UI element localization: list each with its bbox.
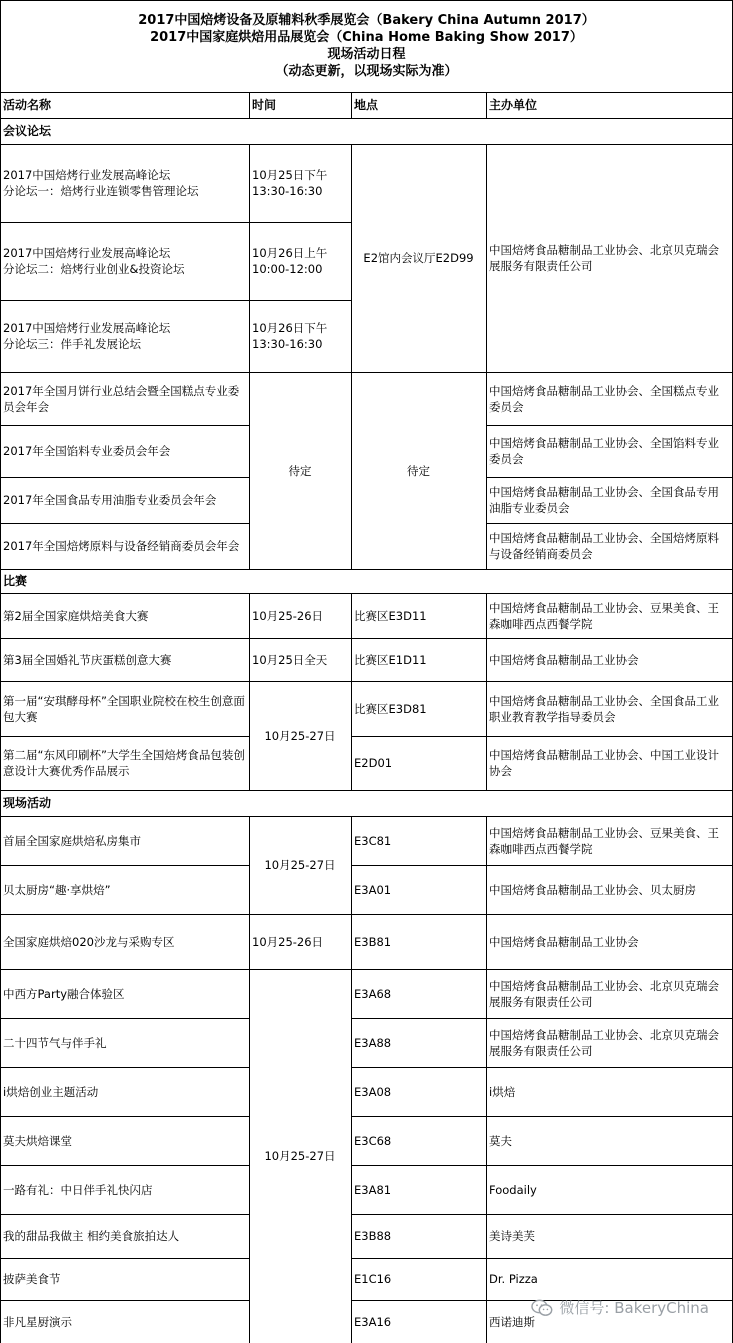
grid-line-h [351, 1258, 733, 1259]
activity-time: 10月26日下午 13:30-16:30 [252, 321, 328, 351]
grid-line-h [351, 1018, 733, 1019]
header-place: 地点 [354, 98, 379, 112]
onsite-time-b: 10月25-27日 [264, 1149, 336, 1163]
activity-organizer: Foodaily [489, 1182, 537, 1197]
grid-line-v [249, 144, 250, 372]
grid-line-h [351, 1214, 733, 1215]
grid-line-v [486, 372, 487, 569]
grid-line-h [351, 1067, 733, 1068]
activity-place: E3A16 [354, 1314, 392, 1329]
activity-name: 二十四节气与伴手礼 [3, 1035, 107, 1050]
grid-line-h [0, 425, 249, 426]
forum-organizer: 中国焙烤食品糖制品工业协会、北京贝克瑞会展服务有限责任公司 [489, 243, 719, 273]
activity-time: 10月26日上午 10:00-12:00 [252, 246, 328, 276]
watermark [531, 1297, 709, 1318]
activity-place: E3A01 [354, 882, 392, 897]
activity-name: 2017年全国馅料专业委员会年会 [3, 444, 171, 458]
activity-name: 第2届全国家庭烘焙美食大赛 [3, 608, 149, 623]
activity-place: E3B88 [354, 1229, 392, 1243]
grid-line-v [351, 593, 352, 790]
grid-line-h [0, 816, 733, 817]
activity-organizer: 中国焙烤食品糖制品工业协会、豆果美食、王森咖啡西点西餐学院 [489, 825, 719, 856]
activity-place: E3C81 [354, 833, 392, 848]
activity-place: 比赛区E3D81 [354, 701, 427, 716]
activity-place: E3B81 [354, 934, 392, 949]
onsite-time-a: 10月25-27日 [264, 858, 336, 872]
grid-line-v [486, 92, 487, 118]
activity-organizer: 中国焙烤食品糖制品工业协会、全国焙烤原料与设备经销商委员会 [489, 531, 719, 561]
activity-organizer: i烘焙 [489, 1084, 516, 1099]
activity-place: E3A81 [354, 1182, 392, 1197]
activity-organizer: Dr. Pizza [489, 1272, 538, 1286]
contest-time: 10月25-27日 [264, 728, 336, 743]
grid-line-h [0, 1067, 249, 1068]
activity-name: 2017中国焙烤行业发展高峰论坛 分论坛二：焙烤行业创业&投资论坛 [3, 246, 185, 276]
grid-line-h [0, 1018, 249, 1019]
grid-line-h [0, 92, 733, 93]
grid-line-h [0, 1300, 249, 1301]
activity-place: E3A68 [354, 986, 392, 1001]
grid-line-h [0, 914, 733, 915]
activity-name: 首届全国家庭烘焙私房集市 [3, 833, 141, 848]
grid-line-v [351, 92, 352, 118]
activity-place: E3A88 [354, 1035, 392, 1050]
activity-name: 贝太厨房“趣·享烘焙” [3, 882, 111, 897]
activity-organizer: 西诺迪斯 [489, 1314, 535, 1329]
activity-name: 第二届“东风印刷杯”大学生全国焙烤食品包装创意设计大赛优秀作品展示 [3, 748, 245, 778]
activity-name: 2017年全国月饼行业总结会暨全国糕点专业委员会年会 [3, 383, 240, 414]
grid-line-v [351, 372, 352, 569]
grid-line-h [0, 969, 733, 970]
grid-line-h [0, 1258, 249, 1259]
grid-line-h [0, 681, 733, 682]
activity-organizer: 中国焙烤食品糖制品工业协会、豆果美食、王森咖啡西点西餐学院 [489, 600, 719, 631]
activity-organizer: 中国焙烤食品糖制品工业协会、贝太厨房 [489, 882, 696, 897]
grid-line-h [351, 1165, 733, 1166]
activity-name: 2017中国焙烤行业发展高峰论坛 分论坛一：焙烤行业连锁零售管理论坛 [3, 168, 199, 198]
annual-time: 待定 [288, 463, 312, 478]
grid-line-v [249, 593, 250, 790]
table-title [0, 0, 733, 92]
title-line-4: （动态更新，以现场实际为准） [275, 64, 458, 79]
section-onsite: 现场活动 [3, 796, 52, 810]
activity-organizer: 中国焙烤食品糖制品工业协会、北京贝克瑞会展服务有限责任公司 [489, 1027, 719, 1058]
grid-line-h [0, 638, 733, 639]
title-line-2: 2017中国家庭烘焙用品展览会（China Home Baking Show 2017） [150, 30, 583, 45]
activity-name: i烘焙创业主题活动 [3, 1084, 99, 1099]
activity-name: 2017中国焙烤行业发展高峰论坛 分论坛三：伴手礼发展论坛 [3, 321, 171, 351]
activity-name: 披萨美食节 [3, 1272, 61, 1286]
activity-organizer: 中国焙烤食品糖制品工业协会 [489, 934, 639, 949]
activity-name: 第3届全国婚礼节庆蛋糕创意大赛 [3, 652, 172, 667]
activity-name: 我的甜品我做主 相约美食旅拍达人 [3, 1229, 180, 1243]
activity-time: 10月25日下午 13:30-16:30 [252, 168, 328, 198]
grid-line-v [0, 0, 1, 1343]
grid-line-h [0, 1165, 249, 1166]
activity-organizer: 中国焙烤食品糖制品工业协会、全国糕点专业委员会 [489, 383, 719, 414]
activity-place: E2D01 [354, 756, 393, 770]
activity-place: 比赛区E1D11 [354, 652, 427, 667]
grid-line-h [0, 1116, 249, 1117]
grid-line-h [0, 865, 249, 866]
grid-line-v [486, 816, 487, 1343]
grid-line-v [351, 144, 352, 372]
activity-name: 中西方Party融合体验区 [3, 986, 125, 1001]
activity-organizer: 中国焙烤食品糖制品工业协会、全国食品工业职业教育教学指导委员会 [489, 693, 719, 724]
activity-organizer: 美诗美芙 [489, 1229, 535, 1243]
grid-line-v [249, 372, 250, 569]
grid-line-h [0, 1214, 249, 1215]
header-time: 时间 [252, 98, 277, 112]
grid-line-h [0, 300, 351, 301]
activity-organizer: 莫夫 [489, 1133, 512, 1148]
activity-name: 全国家庭烘焙020沙龙与采购专区 [3, 934, 175, 949]
grid-line-h [486, 477, 733, 478]
title-line-1: 2017中国焙烤设备及原辅料秋季展览会（Bakery China Autumn 2017） [138, 13, 595, 28]
watermark-text: 微信号: BakeryChina [559, 1299, 709, 1317]
activity-place: E3A08 [354, 1084, 392, 1099]
activity-organizer: 中国焙烤食品糖制品工业协会、北京贝克瑞会展服务有限责任公司 [489, 978, 719, 1009]
grid-line-h [0, 593, 733, 594]
grid-line-h [0, 790, 733, 791]
activity-place: 比赛区E3D11 [354, 608, 427, 623]
activity-name: 第一届“安琪酵母杯”全国职业院校在校生创意面包大赛 [3, 693, 245, 724]
grid-line-v [249, 92, 250, 118]
grid-line-h [0, 144, 733, 145]
grid-line-h [0, 0, 733, 1]
grid-line-v [486, 144, 487, 372]
grid-line-h [351, 1116, 733, 1117]
annual-place: 待定 [407, 463, 430, 478]
grid-line-h [0, 569, 733, 570]
grid-line-h [351, 736, 733, 737]
grid-line-h [0, 477, 249, 478]
title-line-3: 现场活动日程 [327, 47, 406, 62]
grid-line-h [486, 523, 733, 524]
forum-place: E2馆内会议厅E2D99 [363, 251, 474, 265]
grid-line-h [0, 523, 249, 524]
section-contest: 比赛 [3, 574, 28, 588]
activity-time: 10月25-26日 [252, 608, 324, 623]
activity-name: 非凡星厨演示 [3, 1314, 72, 1329]
grid-line-h [0, 736, 249, 737]
activity-place: E1C16 [354, 1272, 392, 1286]
activity-name: 2017年全国焙烤原料与设备经销商委员会年会 [3, 539, 240, 553]
grid-line-h [486, 425, 733, 426]
grid-line-v [486, 593, 487, 790]
activity-name: 2017年全国食品专用油脂专业委员会年会 [3, 493, 217, 507]
activity-organizer: 中国焙烤食品糖制品工业协会 [489, 652, 639, 667]
header-activity: 活动名称 [3, 98, 52, 112]
activity-organizer: 中国焙烤食品糖制品工业协会、全国馅料专业委员会 [489, 436, 719, 466]
activity-time: 10月25日全天 [252, 652, 328, 667]
activity-name: 莫夫烘焙课堂 [3, 1133, 72, 1148]
grid-line-v [351, 816, 352, 1343]
section-forum: 会议论坛 [3, 124, 52, 138]
grid-line-h [0, 118, 733, 119]
activity-time: 10月25-26日 [252, 934, 324, 949]
header-organizer: 主办单位 [489, 98, 538, 112]
grid-line-h [0, 372, 733, 373]
activity-name: 一路有礼：中日伴手礼快闪店 [3, 1182, 153, 1197]
activity-organizer: 中国焙烤食品糖制品工业协会、中国工业设计协会 [489, 748, 719, 778]
grid-line-h [351, 865, 733, 866]
activity-place: E3C68 [354, 1133, 392, 1148]
grid-line-h [0, 222, 351, 223]
wechat-icon [531, 1299, 553, 1317]
activity-organizer: 中国焙烤食品糖制品工业协会、全国食品专用油脂专业委员会 [489, 485, 719, 515]
grid-line-v [249, 816, 250, 1343]
